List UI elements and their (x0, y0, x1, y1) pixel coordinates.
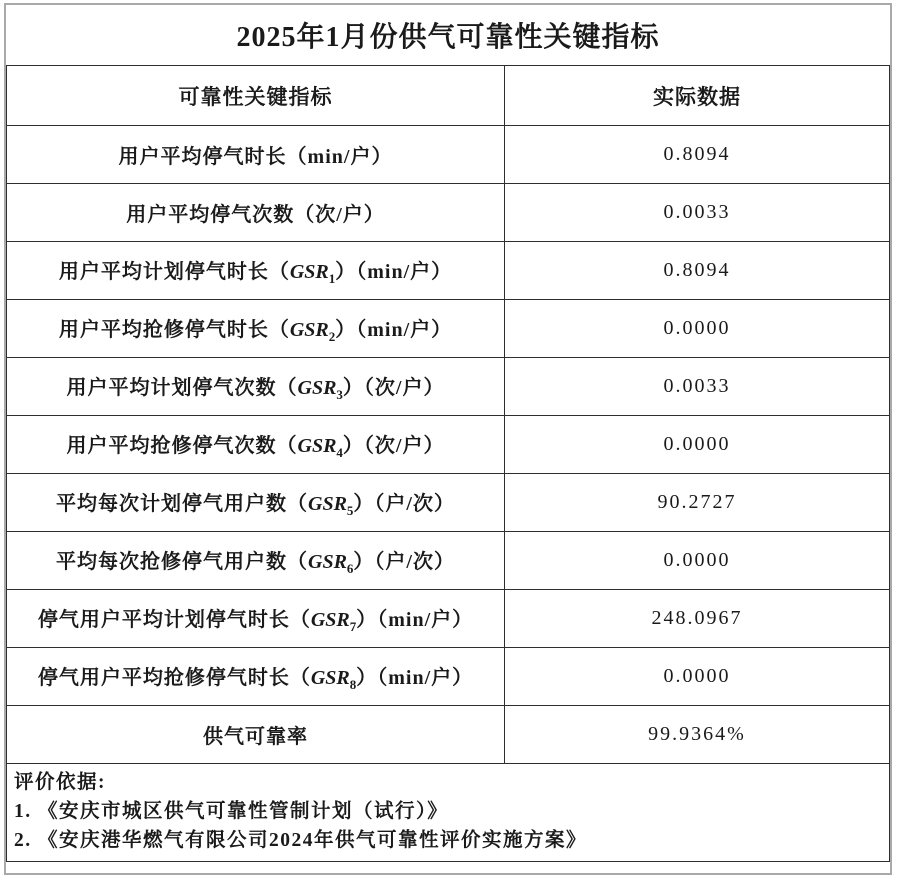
indicator-label: 平均每次计划停气用户数$(GSR_5)$（户/次） (7, 474, 505, 532)
indicator-value: 0.0000 (505, 648, 890, 706)
indicator-label: 供气可靠率 (7, 706, 505, 764)
indicator-value: 0.0033 (505, 358, 890, 416)
gsr-subscript: 5 (346, 502, 354, 518)
indicator-value: 90.2727 (505, 474, 890, 532)
page-title: 2025年1月份供气可靠性关键指标 (236, 22, 660, 53)
evaluation-basis-item-1: 1. 《安庆市城区供气可靠性管制计划（试行）》 (14, 801, 449, 822)
table-row (7, 300, 890, 358)
indicator-label: 停气用户平均计划停气时长$(GSR_7)(\min/$户） (7, 590, 505, 648)
table-body (7, 126, 890, 764)
indicator-label: 停气用户平均抢修停气时长$(GSR_8)(\min/$户） (7, 648, 505, 706)
evaluation-basis-cell (7, 764, 890, 862)
indicator-label: 用户平均抢修停气时长$(GSR_2)(\min/$户） (7, 300, 505, 358)
table-row (7, 416, 890, 474)
indicator-value: 0.0000 (505, 300, 890, 358)
gsr-subscript: 8 (349, 676, 357, 692)
gsr-subscript: 7 (349, 618, 357, 634)
table-footer (7, 764, 890, 862)
gsr-subscript: 2 (328, 328, 336, 344)
indicator-label: 平均每次抢修停气用户数$(GSR_6)$（户/次） (7, 532, 505, 590)
indicator-label: 用户平均停气次数（次/户） (7, 184, 505, 242)
gsr-symbol: GSR (310, 666, 350, 689)
gsr-symbol: GSR (308, 492, 347, 515)
table-row (7, 532, 890, 590)
evaluation-basis-heading: 评价依据: (14, 772, 106, 793)
gsr-subscript: 1 (328, 270, 336, 286)
gsr-symbol: GSR (297, 376, 337, 399)
table-row (7, 590, 890, 648)
column-header-indicator: 可靠性关键指标 (7, 66, 505, 126)
gsr-subscript: 6 (346, 560, 354, 576)
table-row (7, 184, 890, 242)
gsr-symbol: GSR (297, 434, 337, 457)
evaluation-basis-item-2: 2. 《安庆港华燃气有限公司2024年供气可靠性评价实施方案》 (14, 830, 588, 851)
table-row (7, 358, 890, 416)
indicator-value: 0.8094 (505, 126, 890, 184)
indicator-value: 0.0000 (505, 416, 890, 474)
gsr-subscript: 4 (336, 444, 343, 460)
indicators-table (6, 65, 890, 862)
indicator-value: 0.0000 (505, 532, 890, 590)
table-row (7, 126, 890, 184)
indicator-label: 用户平均计划停气次数$(GSR_3)$（次/户） (7, 358, 505, 416)
indicator-value: 0.0033 (505, 184, 890, 242)
table-row (7, 648, 890, 706)
indicator-value: 0.8094 (505, 242, 890, 300)
indicator-label: 用户平均抢修停气次数$(GSR_4)$（次/户） (7, 416, 505, 474)
indicator-value: 99.9364% (505, 706, 890, 764)
indicator-value: 248.0967 (505, 590, 890, 648)
column-header-actual-data: 实际数据 (505, 66, 890, 126)
header-row (7, 66, 890, 126)
gsr-symbol: GSR (308, 550, 347, 573)
table-row (7, 706, 890, 764)
indicator-label: 用户平均计划停气时长$(GSR_1)(\min/$户） (7, 242, 505, 300)
gsr-subscript: 3 (336, 386, 343, 402)
document-frame (4, 3, 892, 875)
indicator-label: 用户平均停气时长（min/户） (7, 126, 505, 184)
table-row (7, 242, 890, 300)
gsr-symbol: GSR (310, 608, 350, 631)
table-row (7, 474, 890, 532)
footer-row (7, 764, 890, 862)
gsr-symbol: GSR (289, 318, 329, 341)
gsr-symbol: GSR (289, 260, 329, 283)
table-header (7, 66, 890, 126)
